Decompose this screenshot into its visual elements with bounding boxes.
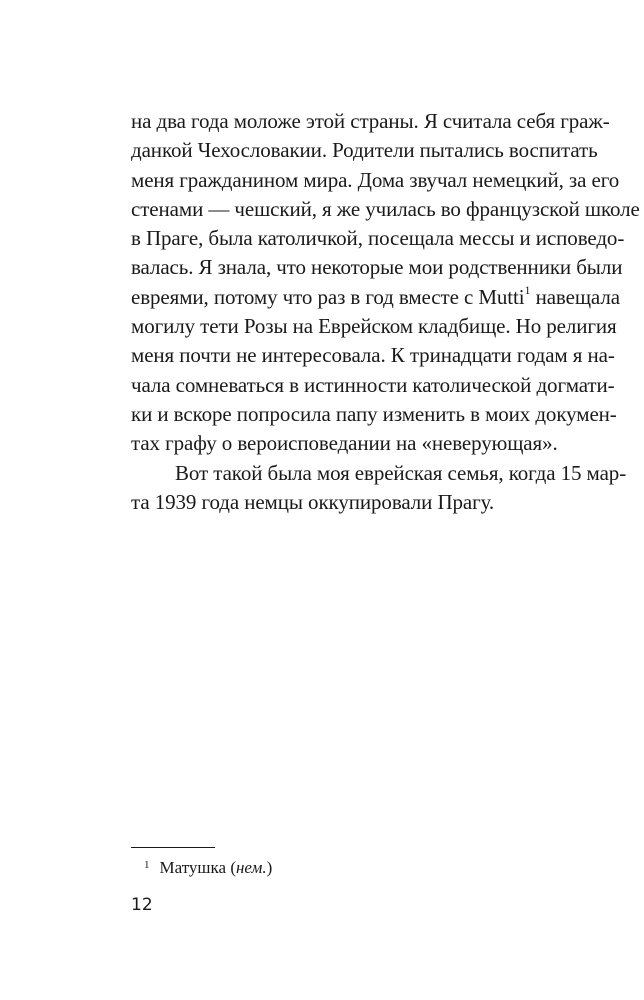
- footnote-close: ): [266, 858, 273, 877]
- footnote-language-note: нем.: [235, 858, 267, 877]
- text-line: меня почти не интересовала. К тринадцати годам я на-: [131, 343, 615, 368]
- footnote-text: Матушка (: [159, 858, 236, 877]
- text-line: валась. Я знала, что некоторые мои родственники были: [131, 255, 623, 280]
- text-line: чала сомневаться в истинности католической догмати-: [131, 372, 615, 397]
- text-line: на два года моложе этой страны. Я считала себя граж-: [131, 109, 610, 133]
- text-line: тах графу о вероисповедании на «неверующая».: [131, 431, 558, 456]
- footnote-mark: 1: [144, 859, 150, 871]
- text-line: в Праге, была католичкой, посещала мессы и исповедо-: [131, 226, 625, 251]
- main-text: [131, 107, 640, 517]
- text-line-part: евреями, потому что раз в год вместе с Mutti: [131, 284, 525, 309]
- paragraph-start-line: Вот такой была моя еврейская семья, когда 15 мар-: [175, 460, 627, 485]
- footnote-divider: [131, 847, 215, 848]
- text-line: ки и вскоре попросила папу изменить в моих докумен-: [131, 401, 617, 426]
- text-line: та 1939 года немцы оккупировали Прагу.: [131, 489, 495, 514]
- footnote: [144, 857, 272, 881]
- text-line-with-footnote: [131, 282, 620, 312]
- text-line-part: навещала: [530, 284, 620, 309]
- page-number: 12: [131, 895, 153, 915]
- footnote-reference: 1: [524, 282, 531, 297]
- text-line: могилу тети Розы на Еврейском кладбище. Но религия: [131, 314, 617, 339]
- text-line: стенами — чешский, я же училась во французской школе: [131, 196, 640, 221]
- text-line: данкой Чехословакии. Родители пытались воспитать: [131, 138, 598, 163]
- text-line: меня гражданином мира. Дома звучал немецкий, за его: [131, 167, 620, 192]
